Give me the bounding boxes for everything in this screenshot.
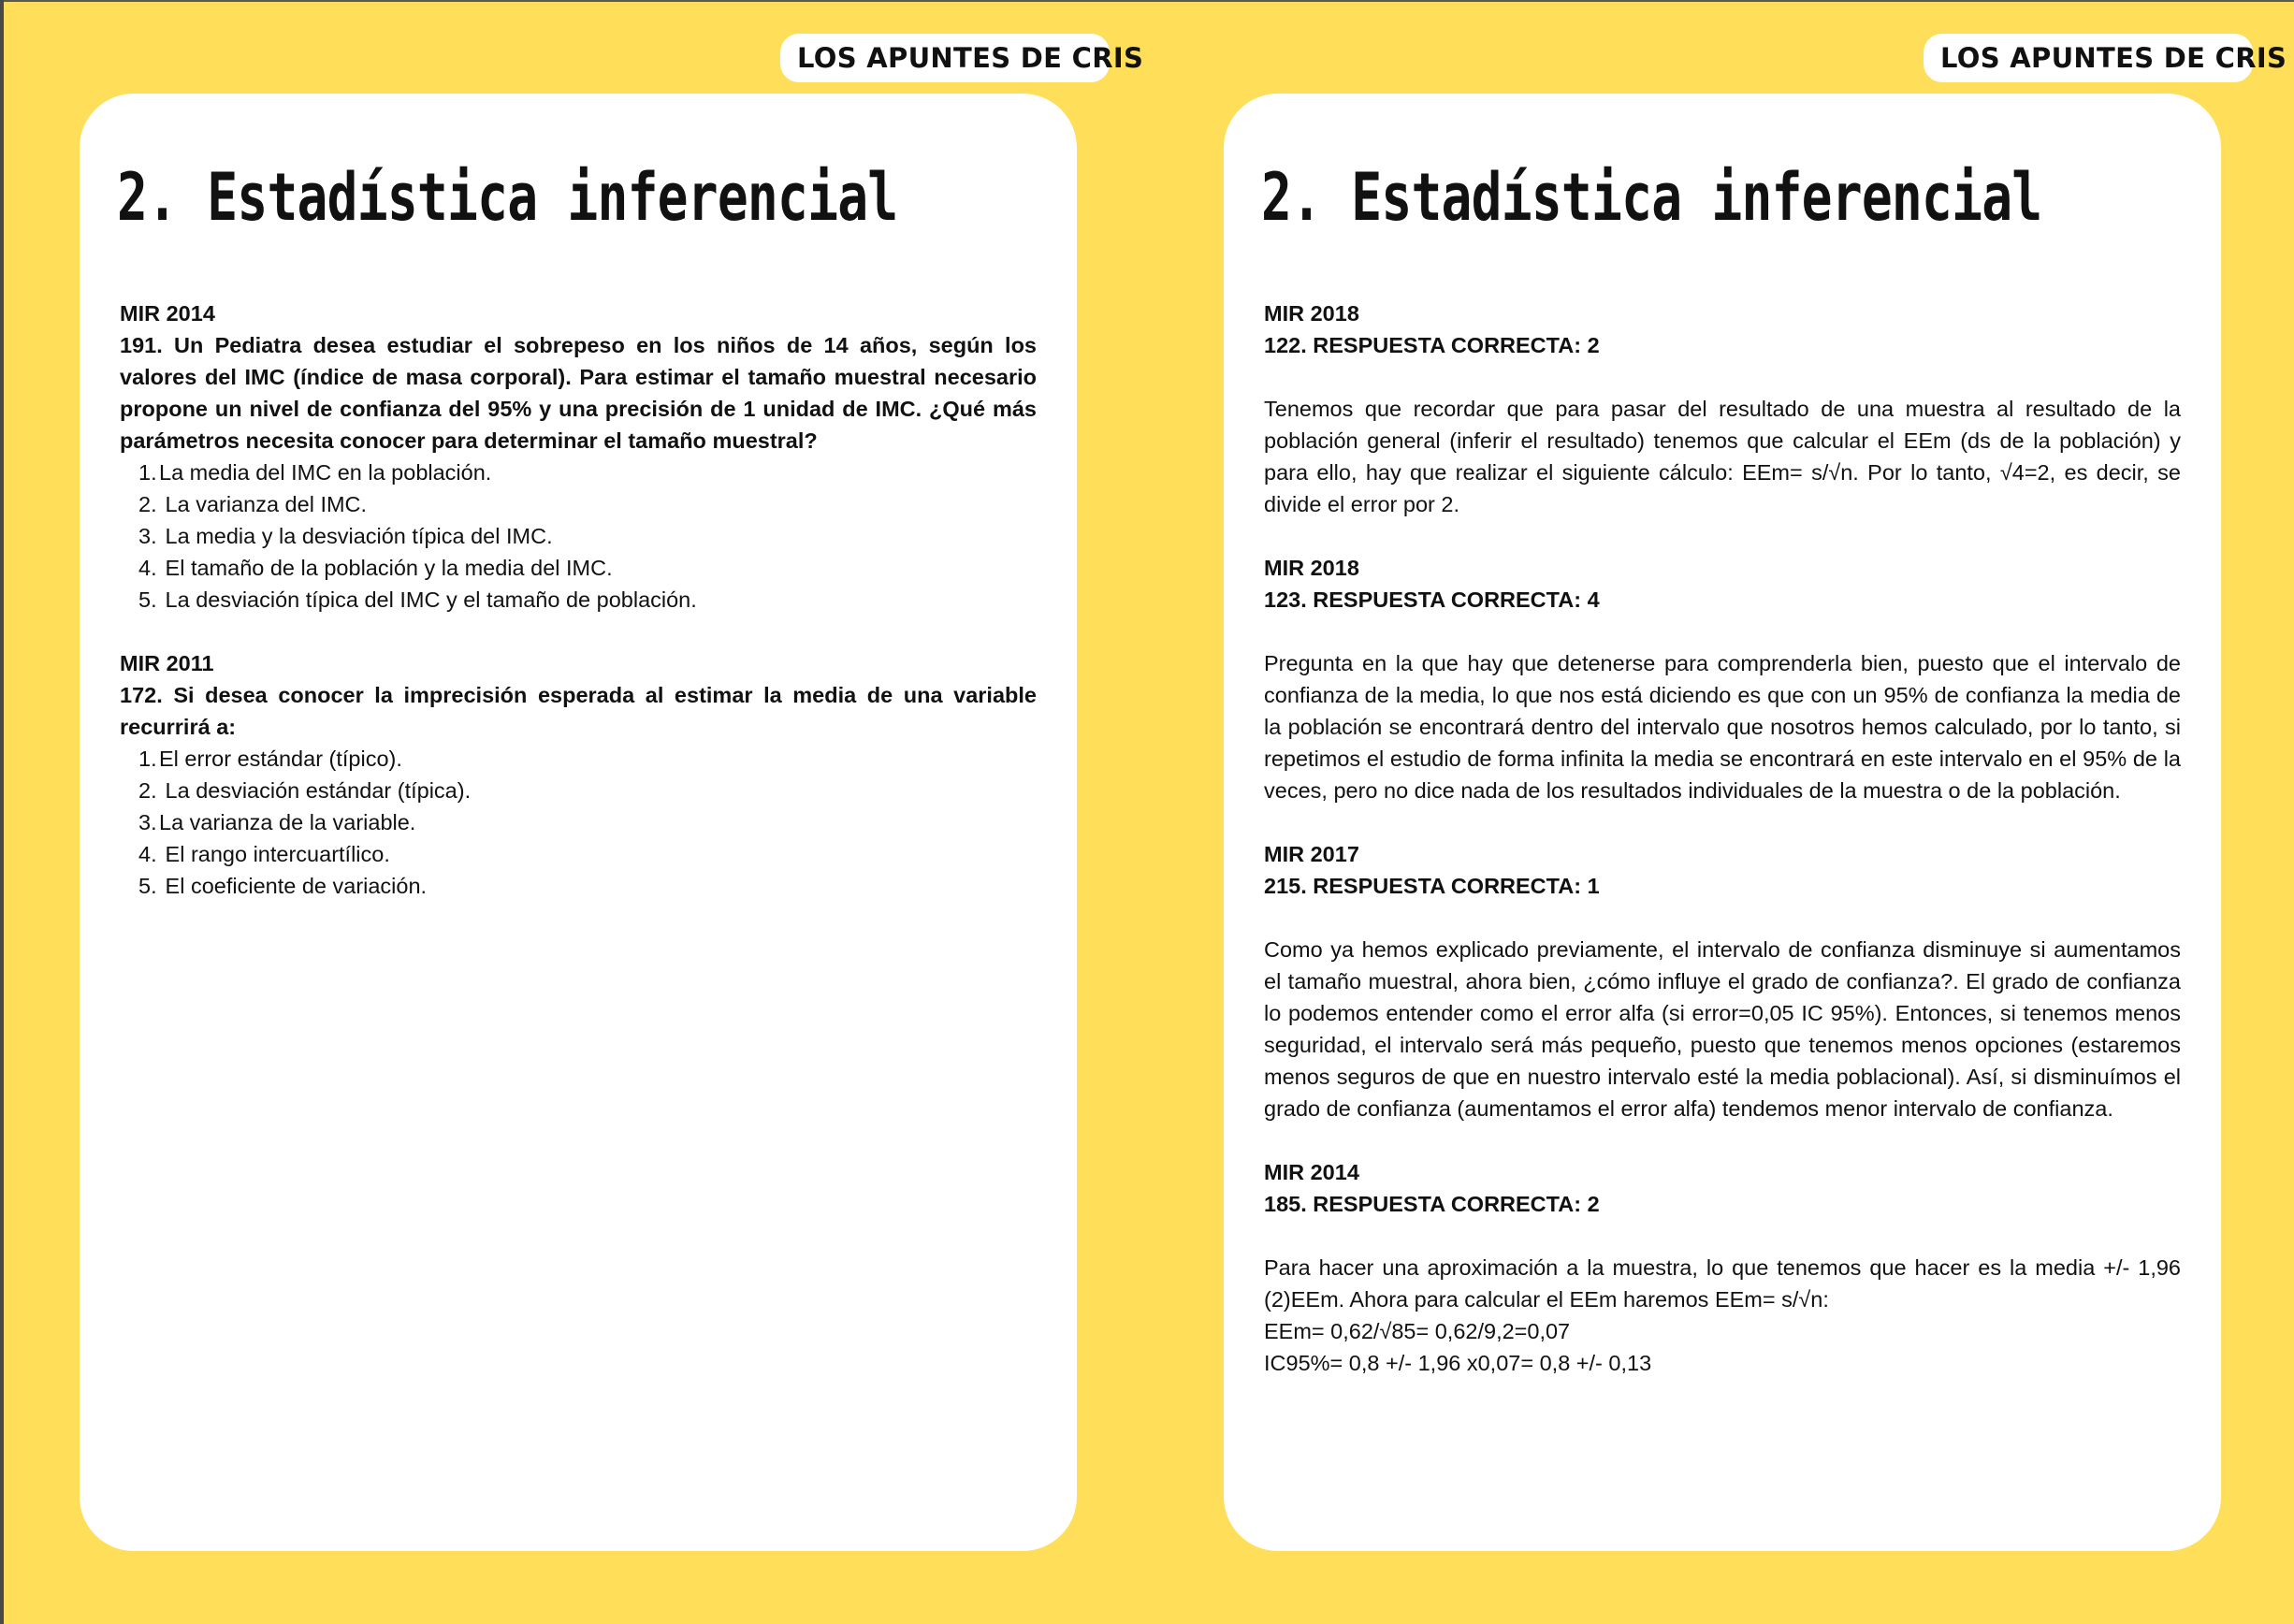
left-page-content bbox=[120, 297, 1037, 934]
option-item bbox=[138, 870, 1037, 902]
left-page-title: 2. Estadística inferencial bbox=[117, 159, 898, 236]
answer-heading: 122. RESPUESTA CORRECTA: 2 bbox=[1264, 333, 1600, 357]
option-number: 5. bbox=[138, 587, 157, 612]
exam-year: MIR 2014 bbox=[120, 301, 215, 326]
option-number: 1. bbox=[138, 460, 157, 485]
options-list bbox=[120, 457, 1037, 616]
brand-tag-left: LOS APUNTES DE CRIS bbox=[780, 34, 1110, 82]
exam-year: MIR 2017 bbox=[1264, 842, 1359, 866]
answer-heading: 215. RESPUESTA CORRECTA: 1 bbox=[1264, 874, 1600, 898]
left-page-card bbox=[80, 94, 1077, 1551]
brand-tag-right: LOS APUNTES DE CRIS bbox=[1924, 34, 2253, 82]
exam-year: MIR 2014 bbox=[1264, 1160, 1359, 1184]
option-text: El error estándar (típico). bbox=[159, 747, 402, 771]
option-number: 4. bbox=[138, 556, 157, 580]
option-item bbox=[138, 584, 1037, 616]
option-number: 5. bbox=[138, 874, 157, 898]
option-number: 2. bbox=[138, 492, 157, 516]
window-left-edge bbox=[0, 0, 4, 1624]
option-number: 3. bbox=[138, 524, 157, 548]
option-text: La varianza de la variable. bbox=[159, 810, 416, 834]
option-text: La media y la desviación típica del IMC. bbox=[165, 524, 553, 548]
answer-heading: 123. RESPUESTA CORRECTA: 4 bbox=[1264, 587, 1600, 612]
option-item bbox=[138, 838, 1037, 870]
right-page-title: 2. Estadística inferencial bbox=[1261, 159, 2042, 236]
exam-year: MIR 2018 bbox=[1264, 556, 1359, 580]
answer-block bbox=[1264, 1156, 2181, 1379]
right-page-content bbox=[1264, 297, 2181, 1411]
answer-explanation: Tenemos que recordar que para pasar del resultado de una muestra al resultado de la población general (inferir el resultado) tenemos que calcular el EEm (ds de la población) y para ello, hay que realizar el siguiente cálculo: EEm= s/√n. Por lo tanto, √4=2, es decir, se divide el error por 2. bbox=[1264, 397, 2181, 516]
option-number: 2. bbox=[138, 778, 157, 803]
right-page-card bbox=[1224, 94, 2221, 1551]
options-list bbox=[120, 743, 1037, 902]
question-text: 191. Un Pediatra desea estudiar el sobrepeso en los niños de 14 años, según los valores del IMC (índice de masa corporal). Para estimar el tamaño muestral necesario propone un nivel de confianza del 95% y una precisión de 1 unidad de IMC. ¿Qué más parámetros necesita conocer para determinar el tamaño muestral? bbox=[120, 333, 1037, 453]
exam-year: MIR 2018 bbox=[1264, 301, 1359, 326]
option-text: El rango intercuartílico. bbox=[165, 842, 390, 866]
option-text: El tamaño de la población y la media del IMC. bbox=[165, 556, 613, 580]
option-item bbox=[138, 552, 1037, 584]
option-item bbox=[138, 457, 1037, 488]
option-number: 3. bbox=[138, 810, 157, 834]
option-item bbox=[138, 520, 1037, 552]
option-number: 4. bbox=[138, 842, 157, 866]
option-text: La desviación típica del IMC y el tamaño de población. bbox=[165, 587, 697, 612]
question-text: 172. Si desea conocer la imprecisión esperada al estimar la media de una variable recurrirá a: bbox=[120, 683, 1037, 739]
question-block bbox=[120, 297, 1037, 616]
answer-block bbox=[1264, 552, 2181, 806]
question-block bbox=[120, 647, 1037, 902]
option-text: La desviación estándar (típica). bbox=[165, 778, 472, 803]
answer-explanation: Para hacer una aproximación a la muestra, lo que tenemos que hacer es la media +/- 1,96 (2)EEm. Ahora para calcular el EEm haremos EEm= s/√n: bbox=[1264, 1255, 2181, 1312]
option-item bbox=[138, 775, 1037, 806]
answer-block bbox=[1264, 838, 2181, 1124]
option-item bbox=[138, 743, 1037, 775]
option-item bbox=[138, 806, 1037, 838]
answer-heading: 185. RESPUESTA CORRECTA: 2 bbox=[1264, 1192, 1600, 1216]
exam-year: MIR 2011 bbox=[120, 651, 214, 675]
formula-line: IC95%= 0,8 +/- 1,96 x0,07= 0,8 +/- 0,13 bbox=[1264, 1351, 1652, 1375]
window-top-edge bbox=[0, 0, 2294, 2]
formula-line: EEm= 0,62/√85= 0,62/9,2=0,07 bbox=[1264, 1319, 1571, 1343]
answer-block bbox=[1264, 297, 2181, 520]
answer-explanation: Pregunta en la que hay que detenerse para comprenderla bien, puesto que el intervalo de confianza de la media, lo que nos está diciendo es que con un 95% de confianza la media de la población se encontrará dentro del intervalo que nosotros hemos calculado, por lo tanto, si repetimos el estudio de forma infinita la media se encontrará en este intervalo en el 95% de la veces, pero no dice nada de los resultados individuales de la muestra o de la población. bbox=[1264, 651, 2181, 803]
option-text: La media del IMC en la población. bbox=[159, 460, 492, 485]
option-number: 1. bbox=[138, 747, 157, 771]
answer-explanation: Como ya hemos explicado previamente, el intervalo de confianza disminuye si aumentamos el tamaño muestral, ahora bien, ¿cómo influye el grado de confianza?. El grado de confianza lo podemos entender como el error alfa (si error=0,05 IC 95%). Entonces, si tenemos menos seguridad, el intervalo será más pequeño, puesto que tenemos menos opciones (estaremos menos seguros de que en nuestro intervalo esté la media poblacional). Así, si disminuímos el grado de confianza (aumentamos el error alfa) tendemos menor intervalo de confianza. bbox=[1264, 937, 2181, 1121]
option-text: La varianza del IMC. bbox=[165, 492, 368, 516]
option-text: El coeficiente de variación. bbox=[165, 874, 428, 898]
option-item bbox=[138, 488, 1037, 520]
